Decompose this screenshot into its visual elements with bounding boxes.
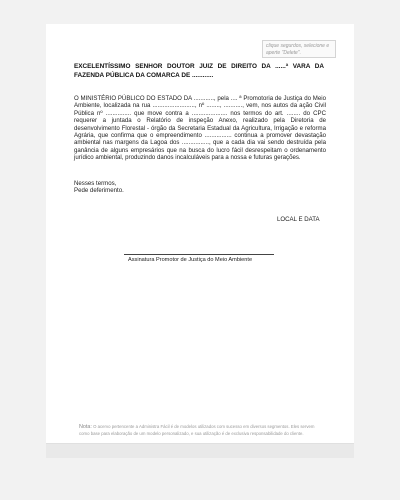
footer-note-label: Nota: (79, 424, 92, 430)
signature-caption: Assinatura Promotor de Justiça do Meio Ambiente (128, 257, 253, 263)
document-heading: EXCELENTÍSSIMO SENHOR DOUTOR JUIZ DE DIREITO DA ......ª VARA DA FAZENDA PÚBLICA DA COMARCA DE ............ (74, 63, 324, 79)
local-and-date: LOCAL E DATA (277, 216, 320, 223)
closing-block (74, 180, 124, 195)
page-bottom-bar (46, 443, 354, 458)
instruction-hint-text: clique segurdos, selecione e aperte "Delete". (266, 43, 330, 56)
document-page (46, 24, 354, 454)
footer-note (79, 424, 323, 437)
closing-line-request: Pede deferimento. (74, 187, 124, 195)
document-body-paragraph: O MINISTÉRIO PÚBLICO DO ESTADO DA ............, pela .... ª Promotoria de Justiça do Meio Ambiente, localizada na rua ........................., nº ........, ..........., vem, nos autos da ação Civil Pública nº ............... que move contra a ..................... nos termos do art. ........ do CPC requerer a juntada o Relatório de inspeção Anexo, realizado pela Diretoria de desenvolvimento Florestal - órgão da Secretaria Estadual da Agricultura, Irrigação e reforma Agrária, que confirma que o empreendimento ................ continua a promover devastação ambiental nas margens da Lagoa dos ................, que a cada dia vai sendo destruída pela ganância de alguns empresários que na busca do lucro fácil desrespeitam o ordenamento jurídico ambiental, produzindo danos incalculáveis para a nossa e futuras gerações. (74, 95, 326, 162)
instruction-hint (262, 40, 336, 58)
footer-note-text: O acervo pertencente a Administra Fácil é de modelos utilizados com sucesso em diversos segmentos. Eles servem como base para elaboração de um modelo personalizado, e sua utilização é de exclusiva responsabilidade do cliente. (79, 424, 315, 436)
closing-line-terms: Nesses termos, (74, 180, 117, 187)
signature-line (124, 254, 274, 255)
